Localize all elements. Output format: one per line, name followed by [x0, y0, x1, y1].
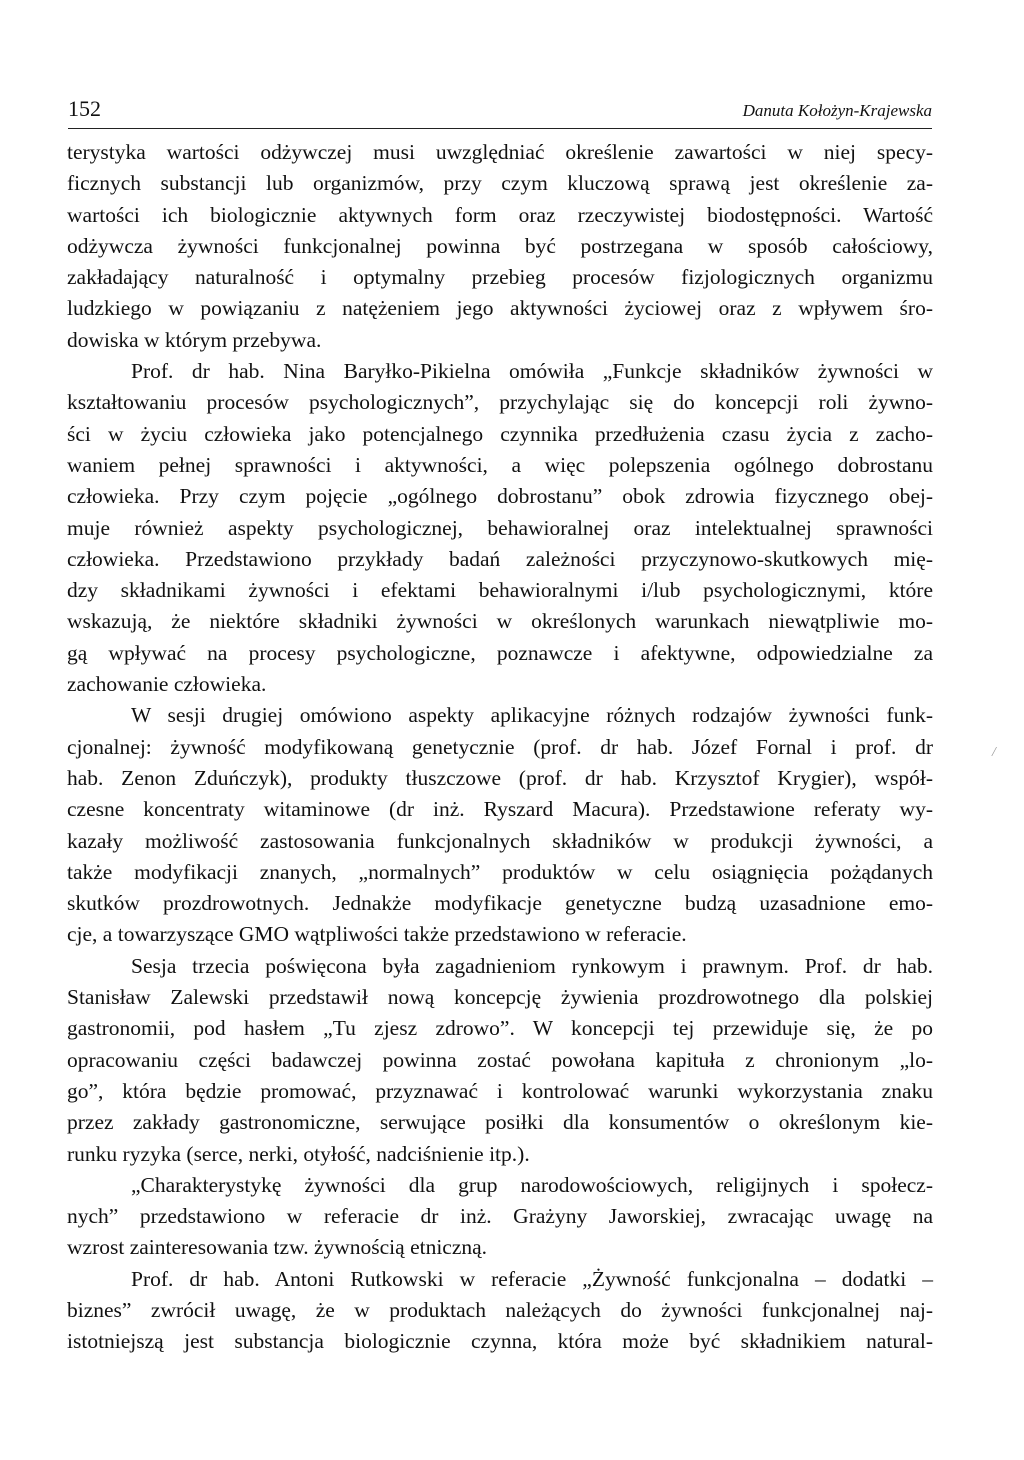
text-line: istotniejszą jest substancja biologicznie czynna, która może być składnikiem natural- [67, 1329, 933, 1354]
text-line: odżywcza żywności funkcjonalnej powinna być postrzegana w sposób całościowy, [67, 233, 933, 258]
text-line: zakładający naturalność i optymalny przebieg procesów fizjologicznych organizmu [67, 265, 933, 290]
text-line: wzrost zainteresowania tzw. żywnością etniczną. [67, 1235, 488, 1260]
text-line: dzy składnikami żywności i efektami behawioralnymi i/lub psychologicznymi, które [67, 578, 933, 603]
text-line: W sesji drugiej omówiono aspekty aplikacyjne różnych rodzajów żywności funk- [131, 703, 933, 728]
text-line: gą wpływać na procesy psychologiczne, poznawcze i afektywne, odpowiedzialne za [67, 640, 933, 665]
text-line: ficznych substancji lub organizmów, przy czym kluczową sprawą jest określenie za- [67, 171, 933, 196]
text-line: także modyfikacji znanych, „normalnych” produktów w celu osiągnięcia pożądanych [67, 859, 933, 884]
text-line: wskazują, że niektóre składniki żywności w określonych warunkach niewątpliwie mo- [67, 609, 933, 634]
text-line: opracowaniu części badawczej powinna zostać powołana kapituła z chronionym „lo- [67, 1047, 933, 1072]
text-line: terystyka wartości odżywczej musi uwzględniać określenie zawartości w niej specy- [67, 140, 933, 164]
text-line: kazały możliwość zastosowania funkcjonalnych składników w produkcji żywności, a [67, 828, 933, 853]
text-line: człowieka. Przy czym pojęcie „ogólnego dobrostanu” obok zdrowia fizycznego obej- [67, 484, 933, 509]
body-text [67, 137, 933, 1358]
text-line: muje również aspekty psychologicznej, behawioralnej oraz intelektualnej sprawności [67, 515, 933, 540]
text-line: kształtowaniu procesów psychologicznych”, przychylając się do koncepcji roli żywno- [67, 390, 933, 415]
text-line: cje, a towarzyszące GMO wątpliwości także przedstawiono w referacie. [67, 922, 687, 947]
text-line: biznes” zwrócił uwagę, że w produktach należących do żywności funkcjonalnej naj- [67, 1297, 933, 1322]
text-line: „Charakterystykę żywności dla grup narodowościowych, religijnych i społecz- [131, 1172, 933, 1197]
text-line: ści w życiu człowieka jako potencjalnego czynnika przedłużenia czasu życia z zacho- [67, 421, 933, 446]
text-line: dowiska w którym przebywa. [67, 327, 322, 352]
text-line: Sesja trzecia poświęcona była zagadnieniom rynkowym i prawnym. Prof. dr hab. [131, 953, 933, 978]
text-line: waniem pełnej sprawności i aktywności, a więc polepszenia ogólnego dobrostanu [67, 452, 933, 477]
text-line: gastronomii, pod hasłem „Tu zjesz zdrowo”. W koncepcji tej przewiduje się, że po [67, 1016, 933, 1041]
text-line: Prof. dr hab. Antoni Rutkowski w referacie „Żywność funkcjonalna – dodatki – [131, 1266, 933, 1291]
text-line: Prof. dr hab. Nina Baryłko-Pikielna omówiła „Funkcje składników żywności w [131, 359, 933, 384]
text-line: hab. Zenon Zduńczyk), produkty tłuszczowe (prof. dr hab. Krzysztof Krygier), współ- [67, 765, 933, 790]
text-line: nych” przedstawiono w referacie dr inż. Grażyny Jaworskiej, zwracając uwagę na [67, 1204, 933, 1229]
header-author: Danuta Kołożyn-Krajewska [742, 101, 932, 120]
text-line: wartości ich biologicznie aktywnych form oraz rzeczywistej biodostępności. Wartość [67, 202, 933, 227]
running-header [68, 94, 932, 129]
text-line: przez zakłady gastronomiczne, serwujące posiłki dla konsumentów o określonym kie- [67, 1110, 933, 1135]
text-line: człowieka. Przedstawiono przykłady badań zależności przyczynowo-skutkowych mię- [67, 546, 933, 571]
text-line: runku ryzyka (serce, nerki, otyłość, nadciśnienie itp.). [67, 1141, 530, 1166]
text-line: Stanisław Zalewski przedstawił nową koncepcję żywienia prozdrowotnego dla polskiej [67, 985, 933, 1010]
margin-mark: / [992, 745, 996, 760]
text-line: go”, która będzie promować, przyznawać i kontrolować warunki wykorzystania znaku [67, 1078, 933, 1103]
text-line: ludzkiego w powiązaniu z natężeniem jego aktywności życiowej oraz z wpływem śro- [67, 296, 933, 321]
page-number: 152 [68, 96, 101, 121]
text-line: zachowanie człowieka. [67, 672, 267, 697]
text-line: czesne koncentraty witaminowe (dr inż. Ryszard Macura). Przedstawione referaty wy- [67, 797, 933, 822]
text-line: cjonalnej: żywność modyfikowaną genetycznie (prof. dr hab. Józef Fornal i prof. dr [67, 734, 933, 759]
text-line: skutków prozdrowotnych. Jednakże modyfikacje genetyczne budzą uzasadnione emo- [67, 891, 933, 916]
